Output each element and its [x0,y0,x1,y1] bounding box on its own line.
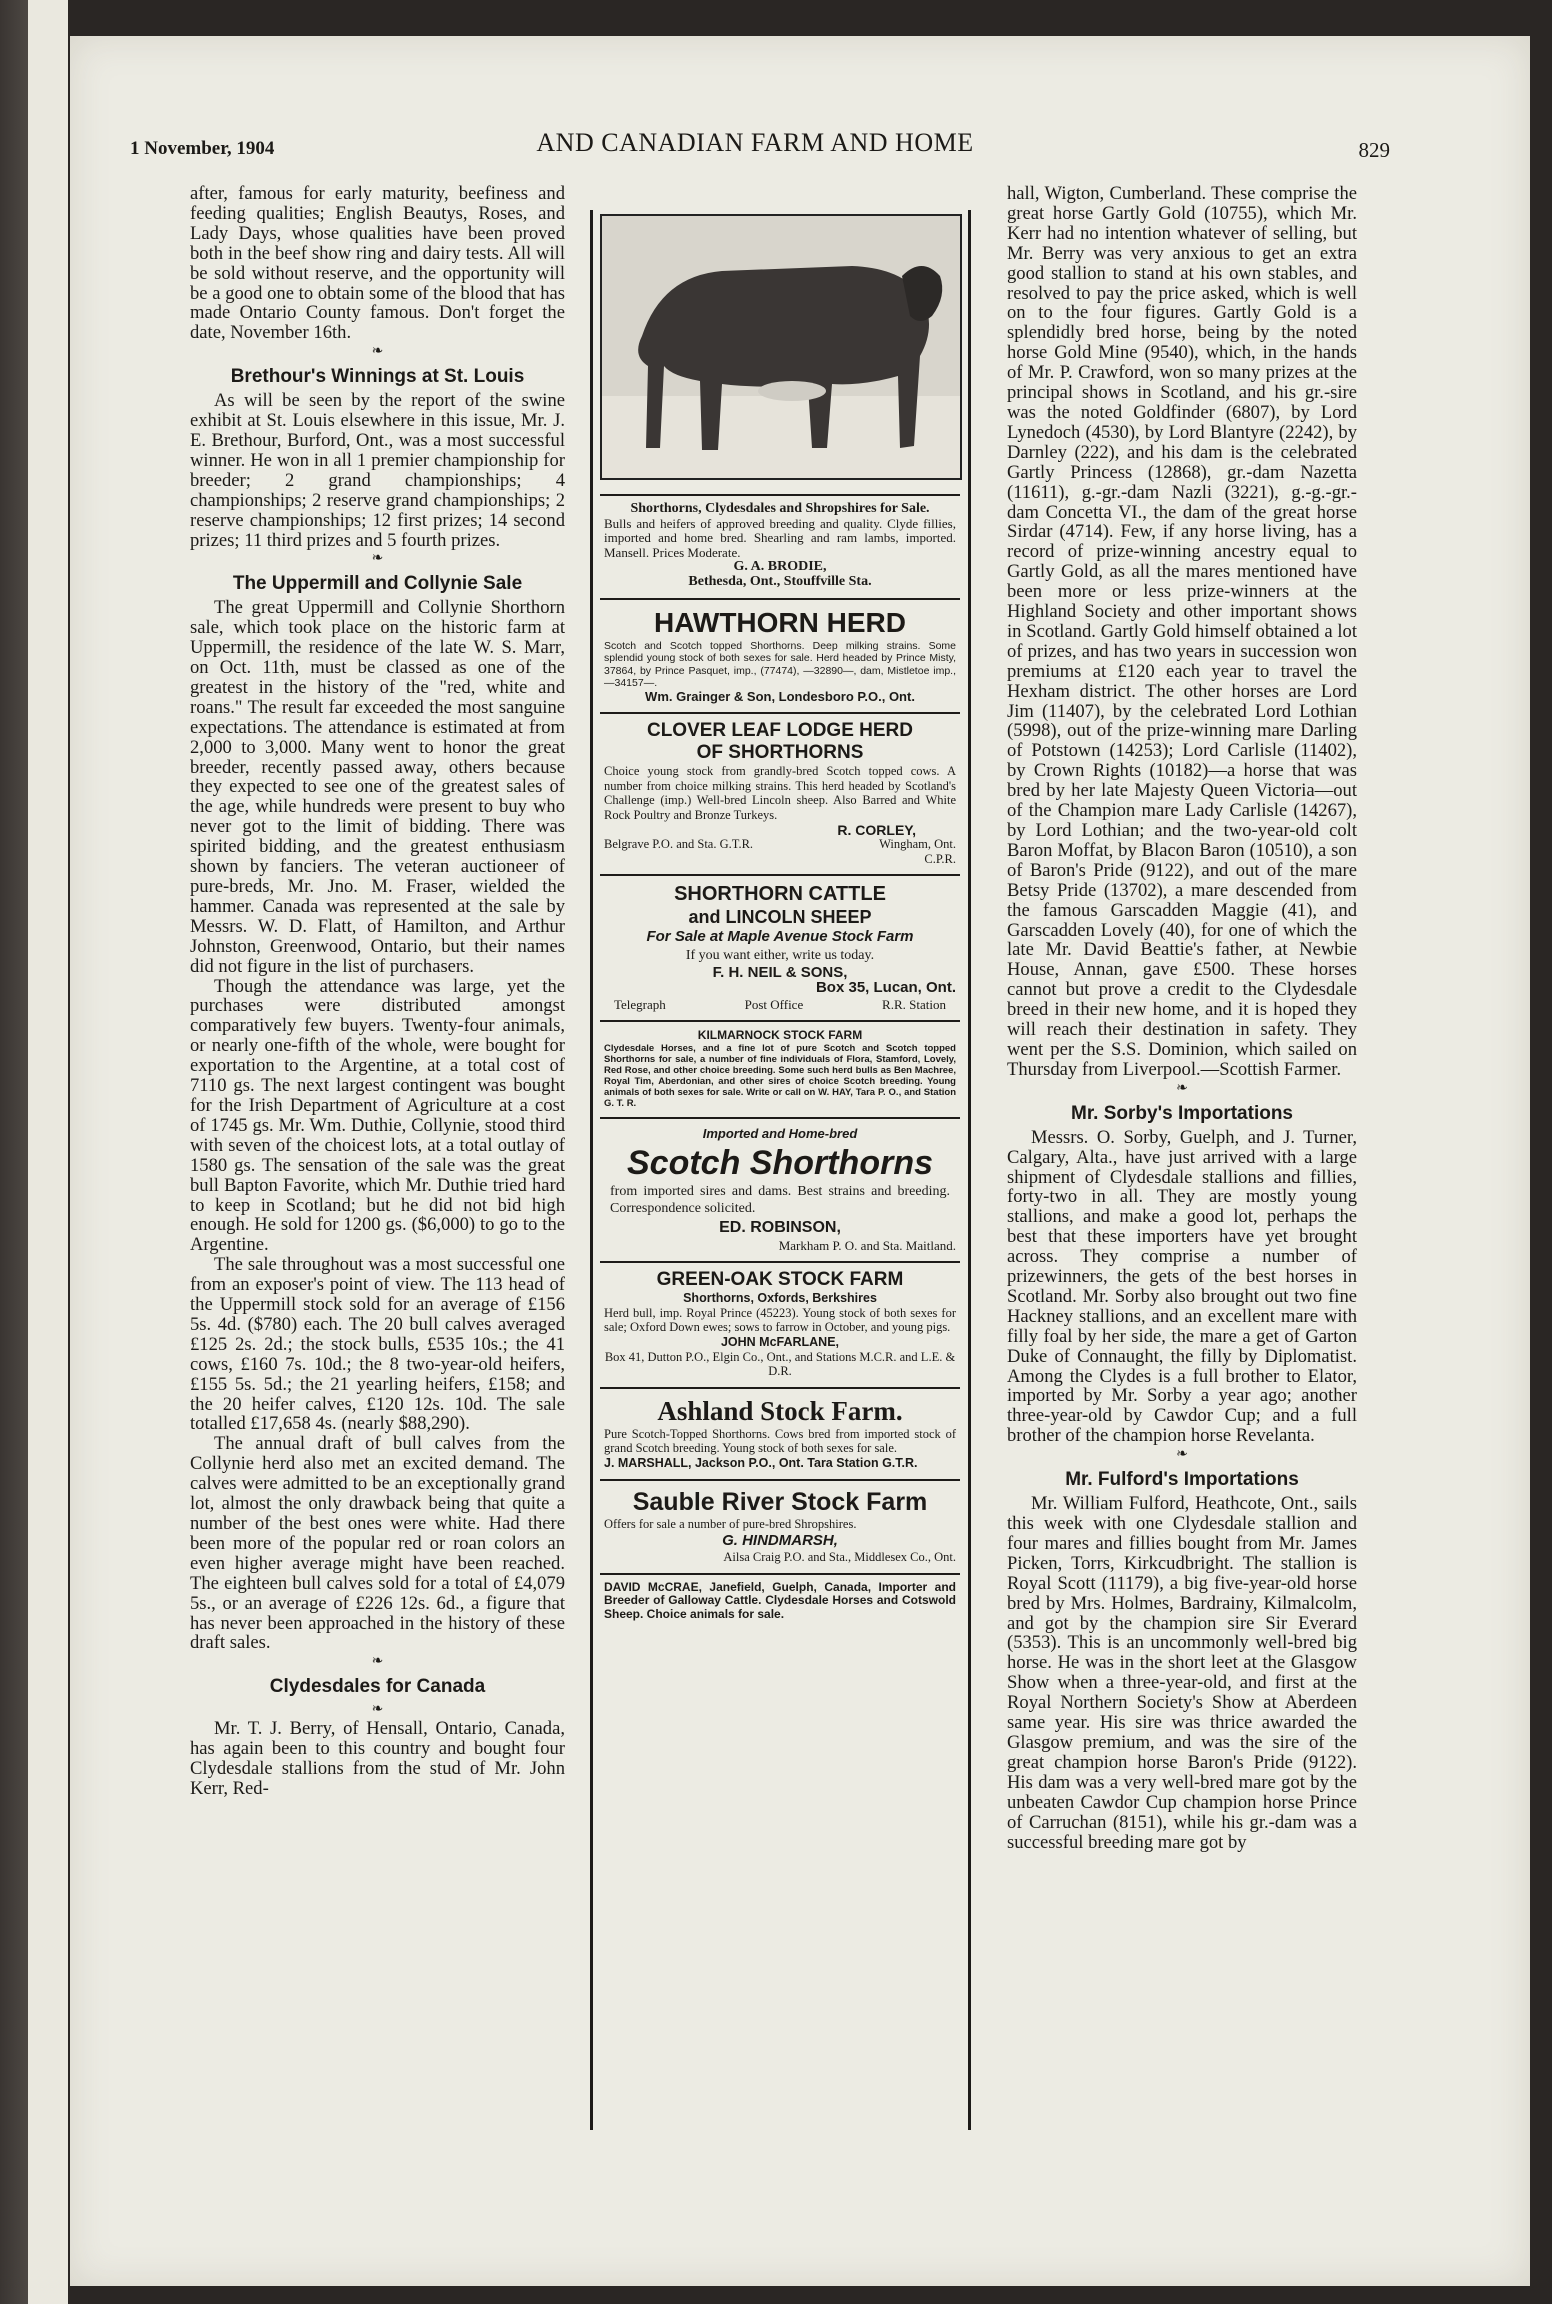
page-number: 829 [1358,138,1390,162]
heading-uppermill: The Uppermill and Collynie Sale [232,573,523,595]
shorthorn-bull-illustration [600,214,962,480]
ad-robinson: Imported and Home-bred Scotch Shorthorns from imported sires and dams. Best strains and breeding. Correspondence solicited. ED. ROBINSON, Markham P. O. and Sta. Maitland. [600,1117,960,1262]
fleuron-icon: ❧ [1176,1080,1188,1096]
ad-sauble-river: Sauble River Stock Farm Offers for sale a number of pure-bred Shropshires. G. HINDMARSH, Ailsa Craig P.O. and Sta., Middlesex Co., Ont. [600,1479,960,1573]
ad-hawthorn-herd: HAWTHORN HERD Scotch and Scotch topped Shorthorns. Deep milking strains. Some splendid young stock of both sexes for sale. Herd headed by Prince Misty, 37864, by Prince Pasquet, imp., (77474), —32890—, dam, Mistletoe imp., —34157—. Wm. Grainger & Son, Londesboro P.O., Ont. [600,598,960,713]
ad-clover-leaf-lodge: CLOVER LEAF LODGE HERD OF SHORTHORNS Choice young stock from grandly-bred Scotch topped cows. A number from choice milking strains. This herd headed by Scotland's Challenge (imp.) Well-bred Lincoln sheep. Also Barred and White Rock Poultry and Bronze Turkeys. R. CORLEY, Belgrave P.O. and Sta. G.T.R. Wingham, Ont. C.P.R. [600,712,960,874]
column-rule-right [968,210,971,2130]
bull-drawing [602,216,960,478]
article-sorby: Messrs. O. Sorby, Guelph, and J. Turner, Calgary, Alta., have just arrived with a large shipment of Clydesdale stallions and fillies, forty-two in all. They are mostly young stallions, and make a good lot, perhaps the best that these importers have yet brought across. They comprise a number of prizewinners, the gets of the best horses in Scotland. Mr. Sorby also brought out two fine Hackney stallions, and an excellent mare with filly foal by her side, the mare a get of Garton Duke of Connaught, the filly by Diplomatist. Among the Clydes is a full brother to Elator, imported by Mr. Sorby a year ago; another three-year-old by Cawdor Cup; and a full brother of the champion horse Revelanta. [1007,1126,1357,1447]
article-fulford: Mr. William Fulford, Heathcote, Ont., sails this week with one Clydesdale stallion and four mares and fillies bought from Mr. James Picken, Torrs, Kirkcudbright. The stallion is Royal Scott (11179), a big five-year-old horse bred by Mrs. Holmes, Bardrainy, Kilmalcolm, and got by the champion sire Sir Everard (5353). This is an uncommonly well-bred big horse. He was in the short leet at the Glasgow Show when a three-year-old, and first at the Royal Northern Society's Show at Aberdeen same year. His sire was thrice awarded the Glasgow premium, and was the sire of the great champion horse Baron's Pride (9122). His dam was a very well-bred mare got by the unbeaten Cawdor Cup champion horse Prince of Carruchan (8151), while his gr.-dam was a successful breeding mare got by [1007,1493,1357,1853]
facing-page-edge [28,0,68,2304]
heading-fulford: Mr. Fulford's Importations [1065,1469,1299,1491]
fleuron-icon: ❧ [371,1702,384,1718]
article-uppermill-p2: Though the attendance was large, yet the purchases were distributed amongst comparatively few buyers. Twenty-four animals, or nearly one-fifth of the whole, were bought for exportation to the Argentine, at a total cost of 7110 gs. The next largest contingent was bought for the Irish Department of Agriculture at a cost of 1745 gs. Mr. Wm. Duthie, Collynie, stood third with seven of the choicest lots, at a total outlay of 1580 gs. The sensation of the sale was the great bull Bapton Favorite, which Mr. Duthie tried hard to keep in Scotland; but he did not bid high enough. He sold for 1200 gs. ($6,000) to go to the Argentine. [190,975,565,1256]
article-brethour: As will be seen by the report of the swine exhibit at St. Louis elsewhere in this issue, Mr. J. E. Brethour, Burford, Ont., was a most successful winner. He won in all 1 premier championship for breeder; 2 grand championships; 4 championships; 2 reserve grand championships; 2 reserve championships; 12 first prizes; 14 second prizes; 11 third prizes and 5 fourth prizes. [190,390,565,551]
heading-sorby: Mr. Sorby's Importations [1071,1102,1293,1124]
article-uppermill-p1: The great Uppermill and Collynie Shorthorn sale, which took place on the historic farm at Uppermill, the residence of the late W. S. Marr, on Oct. 11th, must be classed as one of the greatest in the history of the "red, white and roans." The result far exceeded the most sanguine expectations. The attendance is estimated at from 2,000 to 3,000. Many went to honor the great breeder, recently passed away, others because they expected to see one of the greatest sales of the age, while hundreds were present to buy who never got to the limit of bidding. There was spirited bidding, and the greatest enthusiasm shown by fanciers. The veteran auctioneer of pure-breds, Mr. Jno. M. Fraser, wielded the hammer. Canada was represented at the sale by Messrs. W. D. Flatt, of Hamilton, and Arthur Johnston, Greenwood, Ontario, but their names did not figure in the list of purchasers. [190,597,565,977]
fleuron-icon: ❧ [371,551,384,567]
article-clydesdales-continued: hall, Wigton, Cumberland. These comprise the great horse Gartly Gold (10755), which Mr. Kerr had no intention whatever of selling, but Mr. Berry was very anxious to get an extra good stallion to stand at his own stables, and resolved to pay the price asked, which is well on to the four figures. Gartly Gold is a splendidly bred horse, being by the noted horse Gold Mine (9540), which, in the hands of Mr. P. Crawford, won so many prizes at the principal shows in Scotland, and his gr.-sire was the noted Goldfinder (6807), by Lord Lynedoch (4530), by Lord Blantyre (2242), by Darnley (222), and his dam is the celebrated Gartly Princess (12868), gr.-dam Nazetta (11611), g.-gr.-dam Nazli (3221), g.-g.-gr.-dam Concetta VI., the dam of the great horse Sirdar (4714). Few, if any horse living, has a record of prize-winning ancestry equal to Gartly Gold, as all the mares mentioned have been more or less prize-winners at the Highland Society and other important shows in Scotland. Gartly Gold himself obtained a lot of prizes, and has two years in succession won premiums at £120 each year to travel the Hexham district. The other horses are Lord Jim (11407), by the celebrated Lord Lothian (5998), out of the prize-winning mare Darling of Potstown (14253); Lord Carlisle (11402), by Crown Rights (10182)—a horse that was bred by her late Majesty Queen Victoria—out of the Champion mare Lady Carlisle (14267), by Lord Lothian; and the two-year-old colt Baron Moffat, by Blacon Baron (10510), a son of Baron's Pride (9122), and out of the mare Betsy Pride (13702), a mare descended from the famous Garscadden Maggie (41), and Garscadden Lovely (40), for one of which the late Mr. David Beattie's father, at Newbie House, Annan, gave £500. These horses cannot but prove a credit to the Clydesdale breed in their new home, and it is hoped they will reach their destination in safety. They went per the S.S. Dominion, which sailed on Thursday from Liverpool.—Scottish Farmer. [1007,183,1357,1080]
article-continuation: after, famous for early maturity, beefiness and feeding qualities; English Beautys, Roses, and Lady Days, whose qualities have been proved both in the beef show ring and dairy tests. All will be sold without reserve, and the opportunity will be a good one to obtain some of the blood that has made Ontario County famous. Don't forget the date, November 16th. [190,183,565,344]
fleuron-icon: ❧ [1176,1447,1188,1463]
column-left [190,184,565,1799]
page-header [130,110,1390,170]
column-rule-left [590,210,593,2130]
ad-ashland: Ashland Stock Farm. Pure Scotch-Topped Shorthorns. Cows bred from imported stock of grand Scotch breeding. Young stock of both sexes for sale. J. MARSHALL, Jackson P.O., Ont. Tara Station G.T.R. [600,1387,960,1479]
issue-date: 1 November, 1904 [130,138,275,159]
ad-green-oak: GREEN-OAK STOCK FARM Shorthorns, Oxfords, Berkshires Herd bull, imp. Royal Prince (45223). Young stock of both sexes for sale; Oxford Down ewes; sows to farrow in October, and young pigs. JOHN McFARLANE, Box 41, Dutton P.O., Elgin Co., Ont., and Stations M.C.R. and L.E. & D.R. [600,1261,960,1387]
ad-neil-and-sons: SHORTHORN CATTLE and LINCOLN SHEEP For Sale at Maple Avenue Stock Farm If you want either, write us today. F. H. NEIL & SONS, Box 35, Lucan, Ont. Telegraph Post Office R.R. Station [600,874,960,1020]
column-right [1007,184,1357,1852]
running-title: AND CANADIAN FARM AND HOME [536,128,974,157]
column-advertisements [600,214,960,1629]
fleuron-icon: ❧ [371,344,384,360]
ad-mccrae: DAVID McCRAE, Janefield, Guelph, Canada, Importer and Breeder of Galloway Cattle. Clydesdale Horses and Cotswold Sheep. Choice animals for sale. [600,1573,960,1630]
article-clydesdales: Mr. T. J. Berry, of Hensall, Ontario, Canada, has again been to this country and bought four Clydesdale stallions from the stud of Mr. John Kerr, Red- [190,1718,565,1799]
article-uppermill-p3: The sale throughout was a most successful one from an exposer's point of view. The 113 head of the Uppermill stock sold for an average of £156 5s. 4d. ($780) each. The 20 bull calves averaged £125 2s. 2d.; the stock bulls, £535 10s.; the 41 cows, £160 7s. 10d.; the 8 two-year-old heifers, £155 5s. 5d.; the 21 yearling heifers, £158; and the 20 heifer calves, £120 12s. 10d. The sale totalled £17,658 4s. (nearly $88,290). [190,1254,565,1435]
heading-clydesdales: Clydesdales for Canada [269,1676,486,1698]
fleuron-icon: ❧ [371,1654,384,1670]
ad-brodie: Shorthorns, Clydesdales and Shropshires for Sale. Bulls and heifers of approved breeding and quality. Clyde fillies, imported and home bred. Shearling and ram lambs, imported. Mansell. Prices Moderate. G. A. BRODIE, Bethesda, Ont., Stouffville Sta. [600,494,960,598]
ad-kilmarnock: KILMARNOCK STOCK FARM Clydesdale Horses, and a fine lot of pure Scotch and Scotch topped Shorthorns for sale, a number of fine individuals of Flora, Stamford, Lovely, Red Rose, and other choice breeding. Some such herd bulls as Ben Machree, Royal Tim, Aberdonian, and other sires of choice Scotch breeding. Young animals of both sexes for sale. Write or call on W. HAY, Tara P. O., and Station G. T. R. [600,1020,960,1117]
article-uppermill-p4: The annual draft of bull calves from the Collynie herd also met an excited demand. The calves were admitted to be an exceptionally grand lot, almost the only drawback being that quite a number of the best ones were white. Had there been more of the popular red or roan colors an even higher average might have been reached. The eighteen bull calves sold for a total of £4,079 5s., or an average of £226 12s. 6d., a figure that has never been approached in the history of these draft sales. [190,1433,565,1654]
heading-brethour: Brethour's Winnings at St. Louis [230,366,525,388]
